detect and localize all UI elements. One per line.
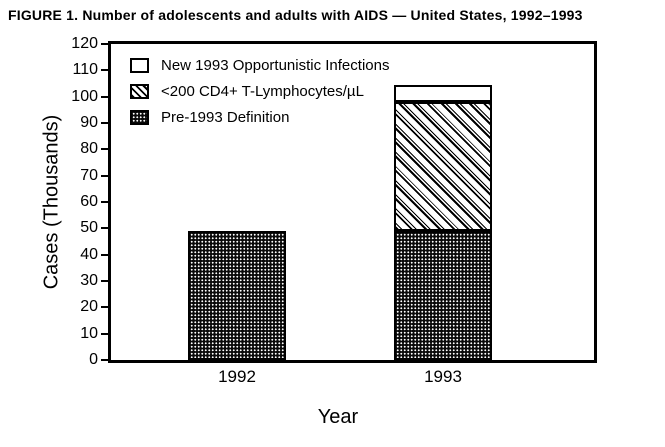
y-tick-label: 80 — [80, 140, 98, 158]
legend-label: Pre-1993 Definition — [161, 108, 290, 126]
legend-swatch-hatch — [130, 84, 149, 99]
y-tick-label: 40 — [80, 245, 98, 263]
y-tick-mark — [101, 201, 108, 203]
bar-1993-segment-dots — [394, 231, 492, 360]
bar-1993-segment-hatch — [394, 102, 492, 231]
y-tick-mark — [101, 175, 108, 177]
y-tick-label: 20 — [80, 298, 98, 316]
y-tick-mark — [101, 122, 108, 124]
legend — [130, 57, 389, 135]
bar-1992-segment-dots — [188, 231, 286, 360]
y-tick-mark — [101, 227, 108, 229]
legend-item-pre-1993 — [130, 109, 389, 125]
y-axis-title: Cases (Thousands) — [40, 114, 63, 290]
legend-item-new-1993-oi — [130, 57, 389, 73]
y-tick-mark — [101, 148, 108, 150]
y-tick-label: 100 — [71, 87, 98, 105]
x-axis-title: Year — [317, 406, 359, 428]
y-tick-label: 120 — [71, 35, 98, 52]
x-tick-label-1993: 1993 — [424, 367, 462, 386]
y-tick-label: 0 — [89, 351, 98, 368]
figure-title: FIGURE 1. Number of adolescents and adults with AIDS — United States, 1992–1993 — [8, 7, 583, 23]
y-axis — [0, 35, 108, 368]
y-tick-label: 60 — [80, 193, 98, 210]
legend-swatch-white — [130, 58, 149, 73]
y-tick-mark — [101, 43, 108, 45]
legend-swatch-dots — [130, 110, 149, 125]
legend-label: <200 CD4+ T-Lymphocytes/µL — [161, 82, 364, 100]
y-tick-mark — [101, 359, 108, 361]
y-tick-label: 50 — [80, 219, 98, 237]
y-tick-mark — [101, 69, 108, 71]
legend-item-cd4 — [130, 83, 389, 99]
y-tick-label: 90 — [80, 114, 98, 131]
y-tick-mark — [101, 254, 108, 256]
y-tick-mark — [101, 96, 108, 98]
bar-1993-segment-white — [394, 85, 492, 102]
x-tick-label-1992: 1992 — [218, 367, 256, 386]
y-tick-mark — [101, 333, 108, 335]
y-tick-mark — [101, 306, 108, 308]
y-tick-label: 30 — [80, 272, 98, 289]
y-tick-label: 10 — [80, 324, 98, 342]
y-tick-label: 70 — [80, 166, 98, 184]
legend-label: New 1993 Opportunistic Infections — [161, 56, 390, 74]
y-tick-label: 110 — [72, 61, 98, 79]
y-tick-mark — [101, 280, 108, 282]
